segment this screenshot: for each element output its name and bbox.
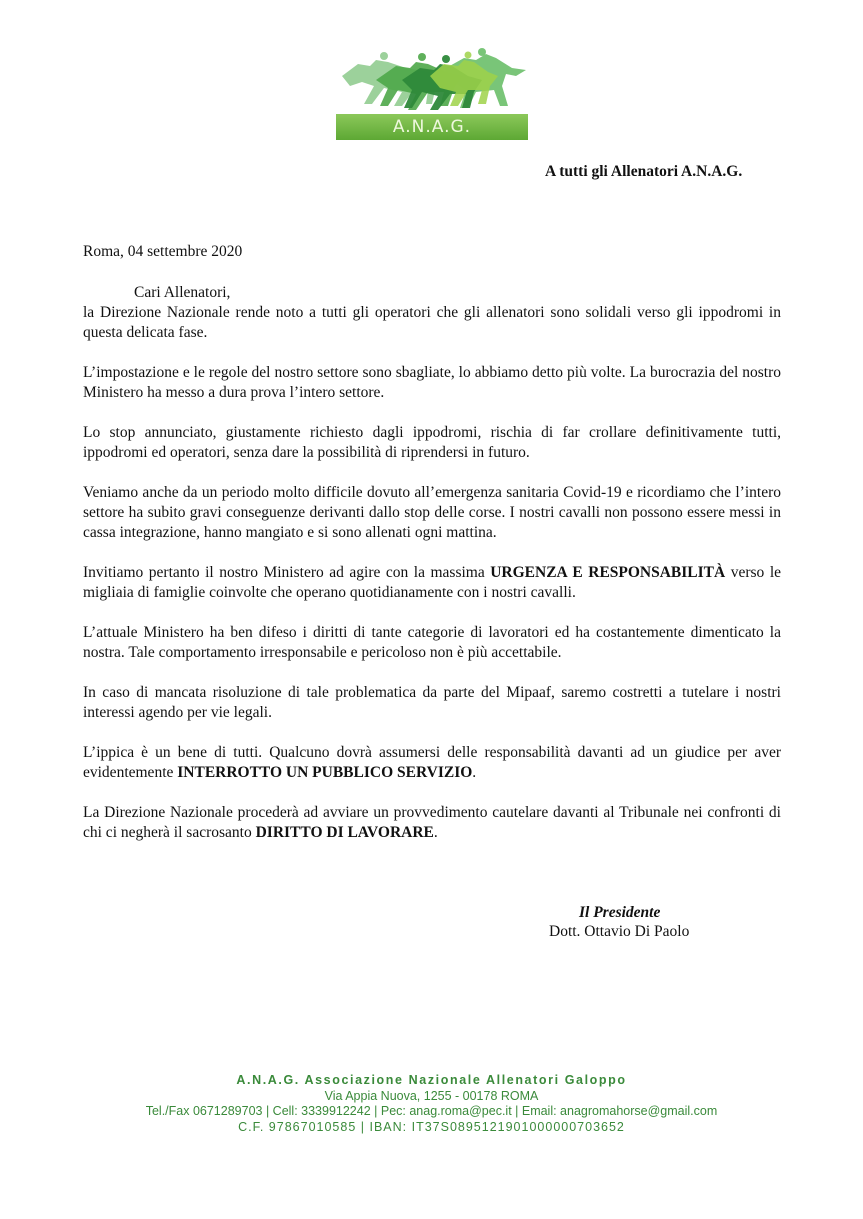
paragraph-text: . (433, 824, 438, 841)
letter-date: Roma, 04 settembre 2020 (83, 243, 243, 260)
galloping-horses-icon (336, 46, 528, 116)
paragraph: L’impostazione e le regole del nostro settore sono sbagliate, lo abbiamo detto più volte. La burocrazia del nostro Ministero ha messo a dura prova l’intero settore. (83, 364, 781, 401)
letter-body (83, 303, 781, 863)
signature-title: Il Presidente (579, 904, 661, 921)
paragraph-text: Invitiamo pertanto il nostro Ministero ad agire con la massima (83, 564, 491, 581)
paragraph: Lo stop annunciato, giustamente richiesto dagli ippodromi, rischia di far crollare definitivamente tutti, ippodromi ed operatori, senza dare la possibilità di riprendersi in futuro. (83, 424, 781, 461)
emphasis-urgency: URGENZA E RESPONSABILITÀ (490, 564, 726, 581)
paragraph (83, 743, 781, 783)
paragraph (83, 803, 781, 843)
paragraph: la Direzione Nazionale rende noto a tutti gli operatori che gli allenatori sono solidali verso gli ippodromi in questa delicata fase. (83, 304, 781, 341)
recipient-line: A tutti gli Allenatori A.N.A.G. (545, 163, 743, 180)
footer-address: Via Appia Nuova, 1255 - 00178 ROMA (324, 1088, 539, 1103)
paragraph (83, 563, 781, 603)
paragraph-text: La Direzione Nazionale procederà ad avviare un provvedimento cautelare davanti al Tribunale nei confronti di chi ci negherà il sacrosanto (83, 804, 781, 841)
paragraph: L’attuale Ministero ha ben difeso i diritti di tante categorie di lavoratori ed ha costantemente dimenticato la nostra. Tale comportamento irresponsabile e pericoloso non è più accettabile. (83, 624, 781, 661)
greeting: Cari Allenatori, (134, 284, 231, 301)
paragraph-text: L’ippica è un bene di tutti. Qualcuno dovrà assumersi delle responsabilità davanti ad un giudice per aver evidentemente (83, 744, 781, 781)
anag-logo (336, 46, 528, 142)
logo-text: A.N.A.G. (392, 117, 472, 137)
paragraph-text: . (472, 764, 477, 781)
paragraph: In caso di mancata risoluzione di tale problematica da parte del Mipaaf, saremo costretti a tutelare i nostri interessi agendo per vie legali. (83, 684, 781, 721)
signature-name: Dott. Ottavio Di Paolo (549, 923, 690, 940)
footer-org-name: A.N.A.G. Associazione Nazionale Allenatori Galoppo (236, 1073, 627, 1087)
paragraph: Veniamo anche da un periodo molto difficile dovuto all’emergenza sanitaria Covid-19 e ricordiamo che l’intero settore ha subito gravi conseguenze derivanti dallo stop delle corse. I nostri cavalli non possono essere messi in cassa integrazione, hanno mangiato e si sono allenati ogni mattina. (83, 484, 781, 541)
letterhead-footer (0, 1073, 863, 1135)
emphasis-right-to-work: DIRITTO DI LAVORARE (255, 824, 434, 841)
paragraph-text: verso le migliaia di famiglie coinvolte che operano quotidianamente con i nostri cavalli. (83, 564, 782, 601)
footer-contacts: Tel./Fax 0671289703 | Cell: 3339912242 | Pec: anag.roma@pec.it | Email: anagromahorse@gmail.com (145, 1104, 718, 1118)
emphasis-public-service: INTERROTTO UN PUBBLICO SERVIZIO (177, 764, 473, 781)
footer-fiscal: C.F. 97867010585 | IBAN: IT37S0895121901000000703652 (238, 1119, 625, 1134)
